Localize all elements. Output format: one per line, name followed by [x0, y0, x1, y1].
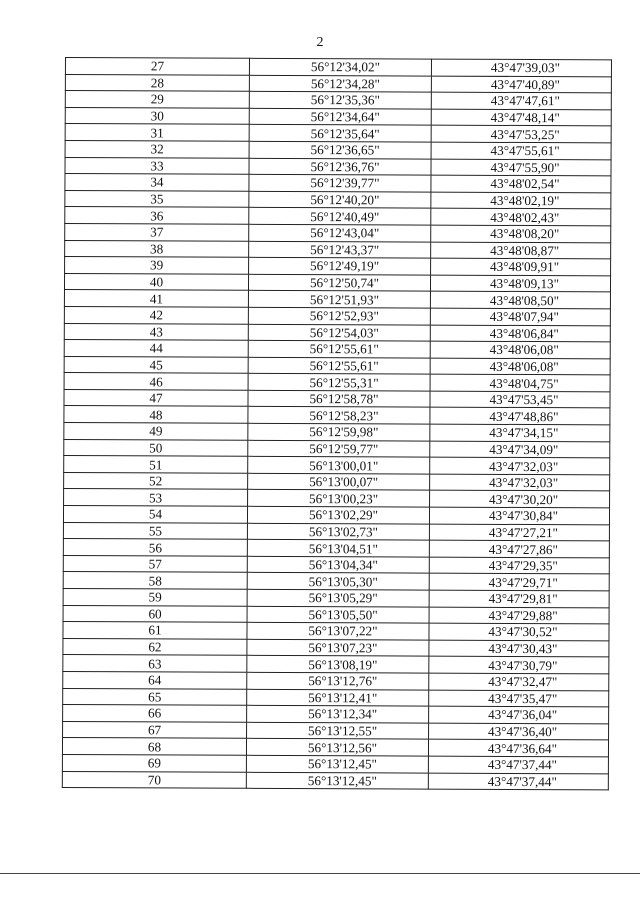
longitude-cell: 43°47'29,71" — [429, 574, 609, 591]
point-number-cell: 33 — [65, 157, 249, 174]
point-number-cell: 53 — [64, 489, 248, 506]
longitude-cell: 43°48'06,84" — [430, 325, 610, 342]
longitude-cell: 43°48'08,87" — [431, 242, 611, 259]
latitude-cell: 56°12'55,31" — [248, 374, 430, 391]
longitude-cell: 43°47'37,44" — [428, 756, 608, 773]
latitude-cell: 56°12'54,03" — [248, 324, 430, 341]
point-number-cell: 49 — [64, 423, 248, 440]
point-number-cell: 52 — [64, 472, 248, 489]
latitude-cell: 56°12'59,98" — [248, 423, 430, 440]
latitude-cell: 56°12'35,36" — [249, 91, 431, 108]
longitude-cell: 43°48'02,54" — [431, 175, 611, 192]
latitude-cell: 56°12'40,49" — [249, 208, 431, 225]
point-number-cell: 58 — [63, 572, 247, 589]
latitude-cell: 56°13'08,19" — [247, 656, 429, 673]
longitude-cell: 43°47'48,14" — [431, 109, 611, 126]
point-number-cell: 51 — [64, 456, 248, 473]
latitude-cell: 56°13'04,34" — [247, 556, 429, 573]
point-number-cell: 35 — [65, 190, 249, 207]
latitude-cell: 56°13'07,23" — [247, 639, 429, 656]
longitude-cell: 43°47'30,43" — [429, 640, 609, 657]
longitude-cell: 43°48'09,13" — [430, 275, 610, 292]
longitude-cell: 43°47'35,47" — [429, 690, 609, 707]
latitude-cell: 56°12'36,76" — [249, 158, 431, 175]
latitude-cell: 56°12'51,93" — [248, 291, 430, 308]
point-number-cell: 62 — [63, 638, 247, 655]
longitude-cell: 43°47'29,35" — [429, 557, 609, 574]
latitude-cell: 56°13'12,45" — [246, 772, 428, 789]
latitude-cell: 56°12'34,64" — [249, 108, 431, 125]
longitude-cell: 43°47'36,40" — [429, 723, 609, 740]
point-number-cell: 57 — [63, 555, 247, 572]
longitude-cell: 43°48'02,43" — [431, 208, 611, 225]
latitude-cell: 56°12'36,65" — [249, 141, 431, 158]
point-number-cell: 34 — [65, 174, 249, 191]
page-number: 2 — [316, 35, 324, 50]
longitude-cell: 43°48'06,08" — [430, 358, 610, 375]
point-number-cell: 64 — [63, 671, 247, 688]
longitude-cell: 43°47'39,03" — [431, 59, 611, 76]
point-number-cell: 42 — [64, 306, 248, 323]
table-row — [62, 771, 608, 790]
point-number-cell: 38 — [65, 240, 249, 257]
longitude-cell: 43°48'06,08" — [430, 341, 610, 358]
longitude-cell: 43°47'32,47" — [429, 673, 609, 690]
longitude-cell: 43°47'32,03" — [430, 457, 610, 474]
point-number-cell: 56 — [63, 539, 247, 556]
point-number-cell: 29 — [65, 91, 249, 108]
longitude-cell: 43°47'53,25" — [431, 125, 611, 142]
point-number-cell: 59 — [63, 588, 247, 605]
latitude-cell: 56°12'55,61" — [248, 340, 430, 357]
latitude-cell: 56°12'58,78" — [248, 390, 430, 407]
point-number-cell: 37 — [65, 223, 249, 240]
point-number-cell: 44 — [64, 340, 248, 357]
point-number-cell: 68 — [62, 738, 246, 755]
longitude-cell: 43°47'40,89" — [431, 76, 611, 93]
latitude-cell: 56°13'07,22" — [247, 622, 429, 639]
longitude-cell: 43°48'08,20" — [431, 225, 611, 242]
point-number-cell: 69 — [62, 754, 246, 771]
longitude-cell: 43°47'34,15" — [430, 424, 610, 441]
latitude-cell: 56°12'49,19" — [249, 257, 431, 274]
point-number-cell: 43 — [64, 323, 248, 340]
latitude-cell: 56°13'12,34" — [247, 705, 429, 722]
longitude-cell: 43°47'30,20" — [430, 491, 610, 508]
point-number-cell: 32 — [65, 140, 249, 157]
longitude-cell: 43°47'29,88" — [429, 607, 609, 624]
point-number-cell: 39 — [65, 257, 249, 274]
longitude-cell: 43°48'08,50" — [430, 291, 610, 308]
point-number-cell: 27 — [65, 58, 249, 75]
latitude-cell: 56°12'55,61" — [248, 357, 430, 374]
point-number-cell: 47 — [64, 389, 248, 406]
latitude-cell: 56°13'12,56" — [246, 739, 428, 756]
latitude-cell: 56°12'34,02" — [249, 58, 431, 75]
longitude-cell: 43°47'47,61" — [431, 92, 611, 109]
latitude-cell: 56°12'39,77" — [249, 174, 431, 191]
longitude-cell: 43°47'27,21" — [429, 524, 609, 541]
latitude-cell: 56°12'43,04" — [249, 224, 431, 241]
point-number-cell: 63 — [63, 655, 247, 672]
point-number-cell: 54 — [63, 506, 247, 523]
longitude-cell: 43°47'30,84" — [429, 507, 609, 524]
latitude-cell: 56°13'12,76" — [247, 672, 429, 689]
point-number-cell: 45 — [64, 356, 248, 373]
latitude-cell: 56°13'05,29" — [247, 589, 429, 606]
point-number-cell: 65 — [63, 688, 247, 705]
point-number-cell: 31 — [65, 124, 249, 141]
latitude-cell: 56°12'59,77" — [248, 440, 430, 457]
point-number-cell: 55 — [63, 522, 247, 539]
latitude-cell: 56°12'52,93" — [248, 307, 430, 324]
latitude-cell: 56°13'02,29" — [247, 506, 429, 523]
longitude-cell: 43°48'09,91" — [431, 258, 611, 275]
longitude-cell: 43°47'55,61" — [431, 142, 611, 159]
longitude-cell: 43°47'27,86" — [429, 540, 609, 557]
point-number-cell: 67 — [63, 721, 247, 738]
latitude-cell: 56°13'02,73" — [247, 523, 429, 540]
point-number-cell: 46 — [64, 373, 248, 390]
longitude-cell: 43°47'30,79" — [429, 656, 609, 673]
point-number-cell: 30 — [65, 107, 249, 124]
longitude-cell: 43°48'07,94" — [430, 308, 610, 325]
longitude-cell: 43°47'48,86" — [430, 408, 610, 425]
latitude-cell: 56°13'12,41" — [247, 689, 429, 706]
point-number-cell: 50 — [64, 439, 248, 456]
latitude-cell: 56°13'00,23" — [248, 490, 430, 507]
longitude-cell: 43°47'30,52" — [429, 623, 609, 640]
point-number-cell: 28 — [65, 74, 249, 91]
latitude-cell: 56°13'00,07" — [248, 473, 430, 490]
longitude-cell: 43°48'02,19" — [431, 192, 611, 209]
latitude-cell: 56°12'58,23" — [248, 407, 430, 424]
latitude-cell: 56°13'12,45" — [246, 755, 428, 772]
latitude-cell: 56°13'12,55" — [247, 722, 429, 739]
longitude-cell: 43°47'34,09" — [430, 441, 610, 458]
latitude-cell: 56°13'05,50" — [247, 606, 429, 623]
longitude-cell: 43°47'29,81" — [429, 590, 609, 607]
longitude-cell: 43°47'36,04" — [429, 706, 609, 723]
longitude-cell: 43°48'04,75" — [430, 374, 610, 391]
longitude-cell: 43°47'32,03" — [430, 474, 610, 491]
point-number-cell: 70 — [62, 771, 246, 788]
point-number-cell: 36 — [65, 207, 249, 224]
longitude-cell: 43°47'37,44" — [428, 773, 608, 790]
point-number-cell: 60 — [63, 605, 247, 622]
point-number-cell: 48 — [64, 406, 248, 423]
latitude-cell: 56°12'34,28" — [249, 75, 431, 92]
latitude-cell: 56°12'43,37" — [249, 241, 431, 258]
latitude-cell: 56°13'04,51" — [247, 540, 429, 557]
longitude-cell: 43°47'53,45" — [430, 391, 610, 408]
latitude-cell: 56°12'50,74" — [248, 274, 430, 291]
point-number-cell: 61 — [63, 622, 247, 639]
point-number-cell: 41 — [64, 290, 248, 307]
longitude-cell: 43°47'36,64" — [428, 739, 608, 756]
longitude-cell: 43°47'55,90" — [431, 159, 611, 176]
latitude-cell: 56°12'35,64" — [249, 125, 431, 142]
latitude-cell: 56°12'40,20" — [249, 191, 431, 208]
latitude-cell: 56°13'00,01" — [248, 457, 430, 474]
point-number-cell: 40 — [64, 273, 248, 290]
page-bottom-divider — [0, 873, 640, 874]
coordinates-table-body — [62, 58, 611, 791]
latitude-cell: 56°13'05,30" — [247, 573, 429, 590]
point-number-cell: 66 — [63, 705, 247, 722]
coordinates-table — [62, 57, 612, 791]
